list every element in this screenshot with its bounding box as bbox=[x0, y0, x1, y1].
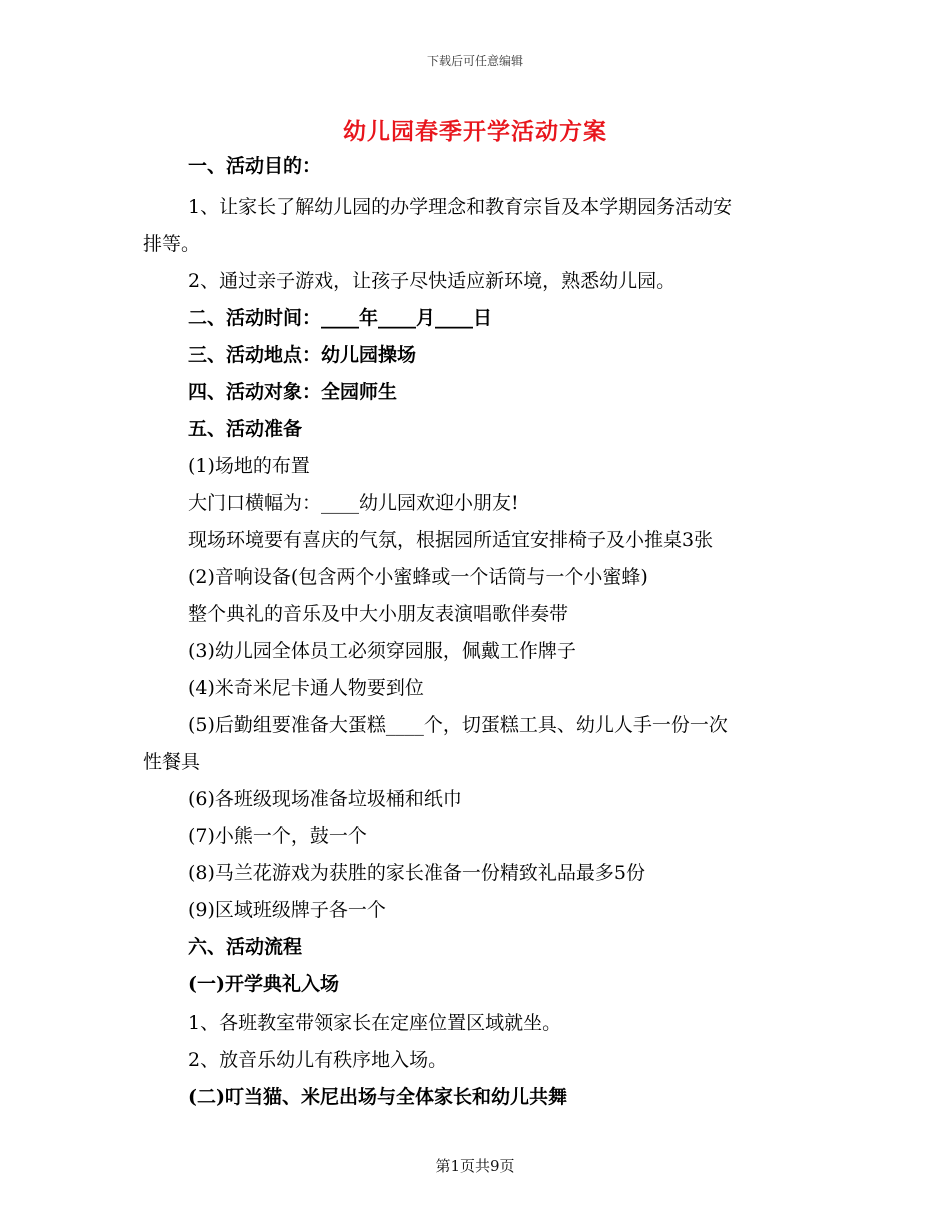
paragraph-line: (8)马兰花游戏为获胜的家长准备一份精致礼品最多5份 bbox=[188, 862, 646, 884]
section-heading-audience: 四、活动对象：全园师生 bbox=[188, 381, 398, 403]
page-footer: 第1页共9页 bbox=[435, 1157, 515, 1175]
paragraph-line: 现场环境要有喜庆的气氛，根据园所适宜安排椅子及小推桌3张 bbox=[188, 529, 714, 551]
subsection-heading: (二)叮当猫、米尼出场与全体家长和幼儿共舞 bbox=[188, 1086, 567, 1108]
subsection-heading: (一)开学典礼入场 bbox=[188, 973, 339, 995]
paragraph-line: 1、各班教室带领家长在定座位置区域就坐。 bbox=[188, 1012, 562, 1034]
paragraph-line: (2)音响设备(包含两个小蜜蜂或一个话筒与一个小蜜蜂) bbox=[188, 566, 648, 588]
paragraph-line: (6)各班级现场准备垃圾桶和纸巾 bbox=[188, 788, 462, 810]
section-heading-location: 三、活动地点：幼儿园操场 bbox=[188, 344, 417, 366]
paragraph-line: (3)幼儿园全体员工必须穿园服，佩戴工作牌子 bbox=[188, 640, 576, 662]
header-note: 下载后可任意编辑 bbox=[426, 54, 523, 68]
paragraph-line: (4)米奇米尼卡通人物要到位 bbox=[188, 677, 424, 699]
paragraph-line: (1)场地的布置 bbox=[188, 455, 310, 477]
paragraph-line: (7)小熊一个，鼓一个 bbox=[188, 825, 367, 847]
paragraph-line: 整个典礼的音乐及中大小朋友表演唱歌伴奏带 bbox=[188, 603, 569, 625]
section-heading-purpose: 一、活动目的： bbox=[188, 155, 322, 177]
paragraph-line: (9)区域班级牌子各一个 bbox=[188, 899, 386, 921]
section-heading-preparation: 五、活动准备 bbox=[188, 418, 303, 440]
paragraph-line: 2、放音乐幼儿有秩序地入场。 bbox=[188, 1049, 448, 1071]
paragraph-line: 2、通过亲子游戏，让孩子尽快适应新环境，熟悉幼儿园。 bbox=[188, 270, 676, 292]
paragraph-line: 大门口横幅为：____幼儿园欢迎小朋友! bbox=[188, 492, 519, 514]
section-heading-time: 二、活动时间：____年____月____日 bbox=[188, 307, 493, 329]
paragraph-line: (5)后勤组要准备大蛋糕____个，切蛋糕工具、幼儿人手一份一次 bbox=[188, 714, 728, 736]
document-title: 幼儿园春季开学活动方案 bbox=[343, 118, 607, 145]
section-heading-process: 六、活动流程 bbox=[188, 936, 303, 958]
paragraph-line: 排等。 bbox=[143, 233, 201, 255]
paragraph-line: 性餐具 bbox=[143, 751, 201, 773]
paragraph-line: 1、让家长了解幼儿园的办学理念和教育宗旨及本学期园务活动安 bbox=[188, 196, 733, 218]
